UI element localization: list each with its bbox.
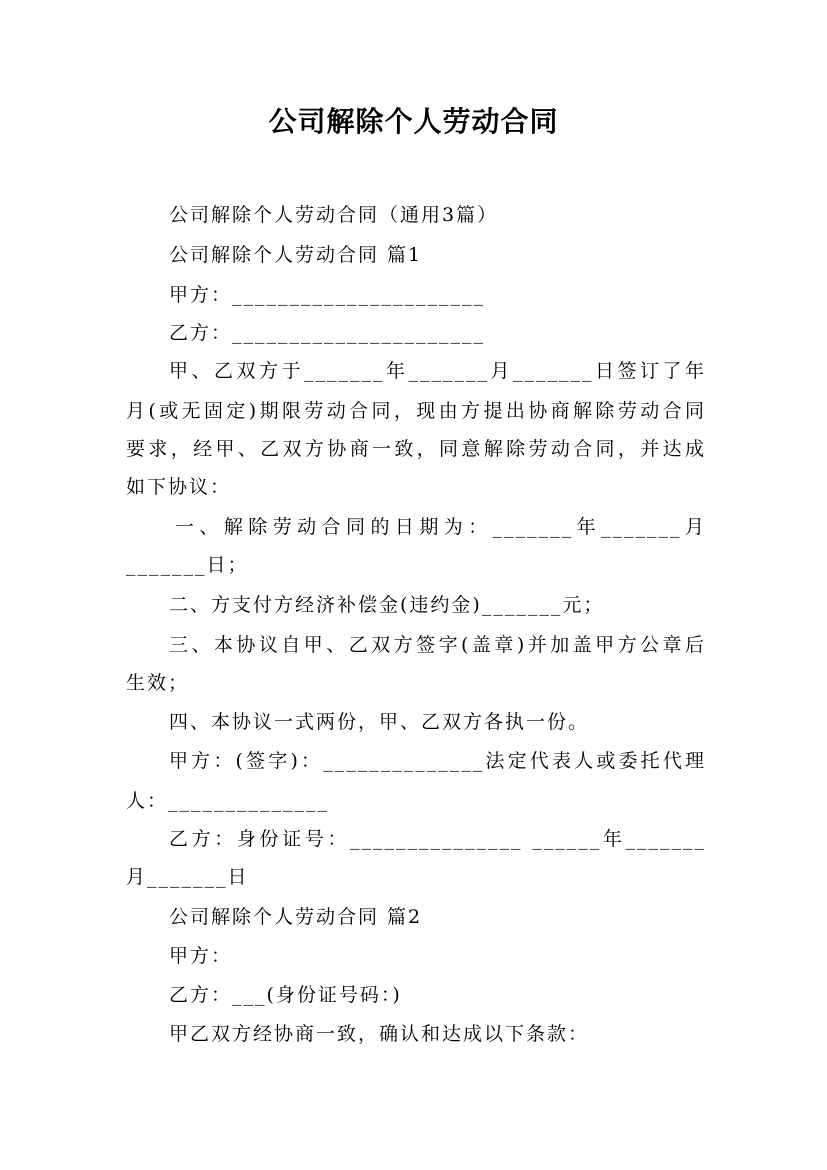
clause-2-line: 二、方支付方经济补偿金(违约金)_______元； <box>169 594 605 616</box>
signature-line: 人：______________ <box>126 790 330 812</box>
clause-4-line: 四、本协议一式两份，甲、乙双方各执一份。 <box>169 711 590 733</box>
clause-3-line: 生效； <box>126 672 190 694</box>
paragraph-line: 月(或无固定)期限劳动合同，现由方提出协商解除劳动合同 <box>126 400 706 422</box>
signature-line: 乙方：身份证号：_______________ ______年_______ <box>169 828 706 850</box>
clause-1-line: 一、解除劳动合同的日期为：_______年_______月 <box>175 516 706 538</box>
clause-1-line: _______日； <box>126 554 249 576</box>
section-heading-2: 公司解除个人劳动合同 篇2 <box>169 906 423 928</box>
paragraph-line: 甲乙双方经协商一致，确认和达成以下条款： <box>169 1023 590 1045</box>
paragraph-line: 要求，经甲、乙双方协商一致，同意解除劳动合同，并达成 <box>126 438 706 460</box>
signature-line: 甲方：(签字)：______________法定代表人或委托代理 <box>169 750 706 772</box>
section-heading-1: 公司解除个人劳动合同 篇1 <box>169 244 423 266</box>
document-title: 公司解除个人劳动合同 <box>268 105 559 138</box>
party-b-line: 乙方：______________________ <box>169 322 486 344</box>
party-a-line: 甲方： <box>169 945 233 967</box>
clause-3-line: 三、本协议自甲、乙双方签字(盖章)并加盖甲方公章后 <box>169 634 706 656</box>
party-b-line: 乙方：___(身份证号码：) <box>169 984 402 1006</box>
signature-line: 月_______日 <box>126 866 249 888</box>
subtitle-line: 公司解除个人劳动合同（通用3篇） <box>169 204 499 226</box>
paragraph-line: 甲、乙双方于_______年_______月_______日签订了年 <box>169 360 706 382</box>
paragraph-line: 如下协议： <box>126 476 232 498</box>
party-a-line: 甲方：______________________ <box>169 284 486 306</box>
